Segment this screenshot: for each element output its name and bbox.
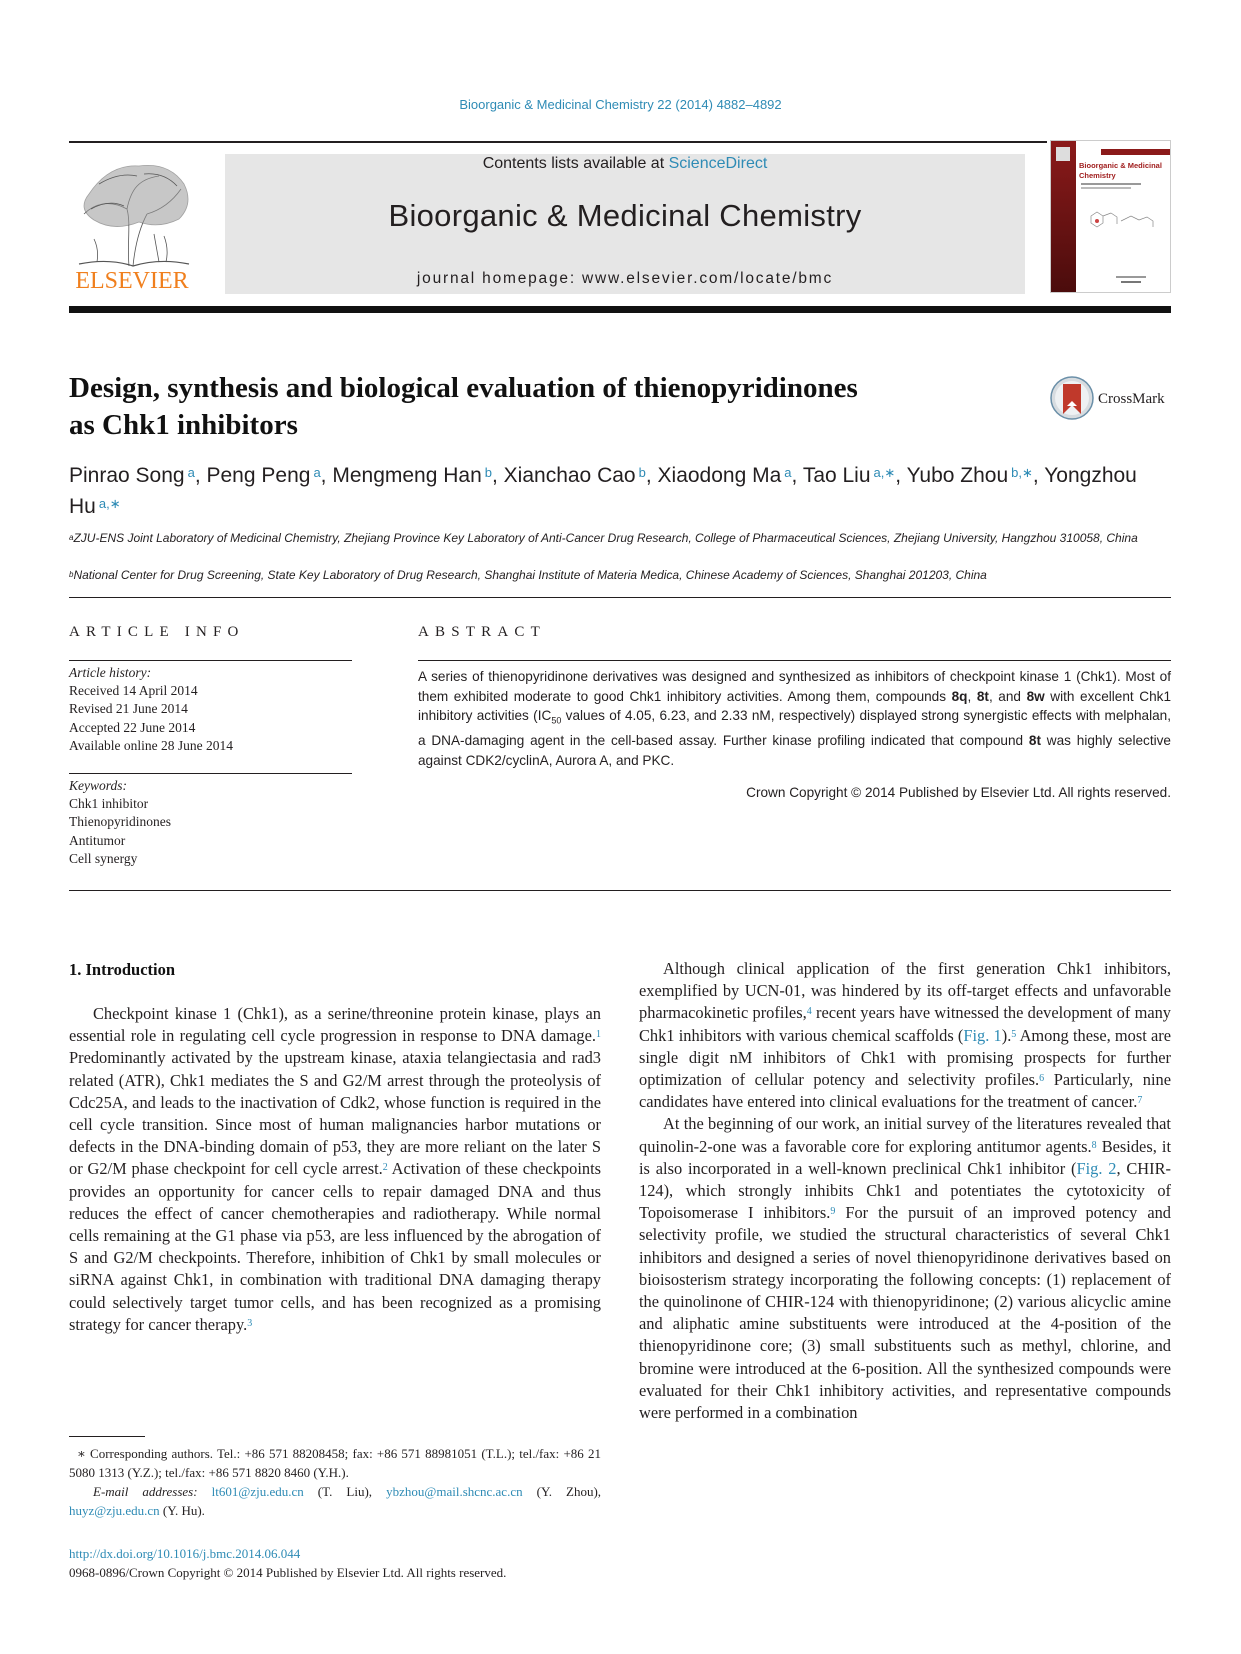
journal-cover-image	[1051, 141, 1171, 293]
header-thick-rule	[69, 306, 1171, 313]
history-revised: Revised 21 June 2014	[69, 701, 188, 717]
article-history-label: Article history:	[69, 665, 152, 680]
article-history	[69, 664, 352, 755]
citation-link[interactable]: 3	[247, 1317, 253, 1329]
affiliation-rule	[69, 597, 1171, 598]
keyword: Antitumor	[69, 832, 126, 848]
crossmark-label: CrossMark	[1098, 391, 1165, 407]
journal-homepage[interactable]: journal homepage: www.elsevier.com/locate/bmc	[416, 270, 834, 287]
email-link-liu[interactable]: lt601@zju.edu.cn	[211, 1484, 304, 1499]
journal-reference[interactable]: Bioorganic & Medicinal Chemistry 22 (2014) 4882–4892	[459, 97, 782, 112]
author[interactable]: Xiaodong Ma $^a$	[657, 464, 792, 487]
email-link-hu[interactable]: huyz@zju.edu.cn	[69, 1503, 160, 1518]
citation-link[interactable]: 1	[596, 1029, 601, 1041]
svg-text:ELSEVIER: ELSEVIER	[75, 268, 189, 294]
keywords-label: Keywords:	[69, 778, 127, 793]
svg-text:Bioorganic & Medicinal: Bioorganic & Medicinal	[1079, 161, 1162, 170]
citation-link[interactable]: 7	[1137, 1095, 1143, 1107]
right-column	[639, 958, 1171, 1424]
paragraph: Checkpoint kinase 1 (Chk1), as a serine/threonine protein kinase, plays an essential role in regulating cell cycle progression in response to DNA damage.$^1$ Predominantly activated by the upstream kinase, ataxia telangiectasia and rad3 related (ATR), Chk1 mediates the S and G2/M arrest through the proteolysis of Cdc25A, and leads to the inactivation of Cdk2, whose function is required in the cell cycle transition. Since most of human malignancies harbor mutations or defects in the DNA-binding domain of p53, they are more reliant on the later S or G2/M phase checkpoint for cell cycle arrest.$^2$ Activation of these checkpoints provides an opportunity for cancer cells to repair damaged DNA and thus reduces the effect of cancer chemotherapies and radiotherapy. While normal cells remaining at the G1 phase via p53, are less influenced by the abrogation of S and G2/M checkpoints. Therefore, inhibition of Chk1 by small molecules or siRNA against Chk1, in combination with traditional DNA damaging therapy could selectively target tumor cells, and has been recognized as a promising strategy for cancer therapy.$^3$	[69, 1004, 601, 1334]
paragraph: Although clinical application of the first generation Chk1 inhibitors, exemplified by UCN-01, was hindered by its off-target effects and unfavorable pharmacokinetic profiles,$^4$ recent years have witnessed the development of many Chk1 inhibitors with various chemical scaffolds (Fig. 1).$^5$ Among these, most are single digit nM inhibitors of Chk1 with promising prospects for further optimization of cellular potency and selectivity profiles.$^6$ Particularly, nine candidates have entered into clinical evaluations for the treatment of cancer.$^7$	[639, 959, 1171, 1112]
abstract-copyright: Crown Copyright © 2014 Published by Elsevier Ltd. All rights reserved.	[746, 785, 1171, 800]
abstract-end-rule	[69, 890, 1171, 891]
doi-block	[69, 1544, 506, 1582]
citation-link[interactable]: 8	[1091, 1139, 1097, 1151]
citation-link[interactable]: 5	[1011, 1028, 1017, 1040]
affiliation-b: $^b$National Center for Drug Screening, State Key Laboratory of Drug Research, Shanghai Institute of Materia Medica, Chinese Academy of Sciences, Shanghai 201203, China	[69, 568, 987, 582]
footnote-rule	[69, 1436, 145, 1437]
crossmark-button[interactable]	[1050, 376, 1175, 424]
abstract-heading: ABSTRACT	[418, 624, 546, 640]
history-received: Received 14 April 2014	[69, 683, 198, 699]
article-info-heading: ARTICLE INFO	[69, 624, 245, 640]
author[interactable]: Yubo Zhou $^{b,∗}$	[906, 464, 1033, 487]
author-list: Pinrao Song $^a$, Peng Peng $^a$, Mengmeng Han $^b$, Xianchao Cao $^b$, Xiaodong Ma $^a$, Tao Liu $^{a,∗}$, Yubo Zhou $^{b,∗}$, Yongzhou Hu $^{a,∗}$	[69, 464, 1137, 518]
history-accepted: Accepted 22 June 2014	[69, 719, 196, 735]
email-link-zhou[interactable]: ybzhou@mail.shcnc.ac.cn	[386, 1484, 523, 1499]
svg-text:Chemistry: Chemistry	[1079, 171, 1116, 180]
figure-1-link[interactable]: Fig. 1	[963, 1025, 1002, 1045]
issn-line: 0968-0896/Crown Copyright © 2014 Published by Elsevier Ltd. All rights reserved.	[69, 1565, 507, 1580]
doi-link[interactable]: http://dx.doi.org/10.1016/j.bmc.2014.06.044	[69, 1546, 301, 1561]
abstract-text: A series of thienopyridinone derivatives was designed and synthesized as inhibitors of checkpoint kinase 1 (Chk1). Most of them exhibited moderate to good Chk1 inhibitory activities. Among them, compounds 8q, 8t, and 8w with excellent Chk1 inhibitory activities ($IC_{50}$ values of 4.05, 6.23, and 2.33 nM, respectively) displayed strong synergistic effects with melphalan, a DNA-damaging agent in the cell-based assay. Further kinase profiling indicated that compound 8t was highly selective against CDK2/cyclinA, Aurora A, and PKC.	[418, 669, 1172, 768]
author[interactable]: Tao Liu $^{a,∗}$	[802, 464, 896, 487]
affiliation-a: $^a$ZJU-ENS Joint Laboratory of Medicinal Chemistry, Zhejiang Province Key Laboratory of Anti-Cancer Drug Research, College of Pharmaceutical Sciences, Zhejiang University, Hangzhou 310058, China	[69, 531, 1138, 545]
citation-link[interactable]: 4	[806, 1006, 812, 1018]
sciencedirect-link[interactable]: ScienceDirect	[668, 155, 768, 172]
journal-banner	[225, 154, 1025, 294]
paragraph: At the beginning of our work, an initial survey of the literatures revealed that quinolin-2-one was a favorable core for exploring antitumor agents.$^8$ Besides, it is also incorporated in a well-known preclinical Chk1 inhibitor (Fig. 2, CHIR-124), which strongly inhibits Chk1 and potentiates the cytotoxicity of Topoisomerase I inhibitors.$^9$ For the pursuit of an improved potency and selectivity profile, we studied the structural characteristics of several Chk1 inhibitors and designed a series of novel thienopyridinone derivatives based on bioisosterism strategy incorporating the following concepts: (1) replacement of the quinolinone of CHIR-124 with thienopyridinone; (2) various alicyclic amine and aliphatic amine substituents were introduced at the 4-position of the thienopyridinone core; (3) small substituents such as methyl, chlorine, and bromine were introduced at the 6-position. All the synthesized compounds were evaluated for their Chk1 inhibitory activities, and representative compounds were performed in a combination	[639, 1114, 1171, 1423]
journal-title: Bioorganic & Medicinal Chemistry	[388, 198, 862, 233]
history-online: Available online 28 June 2014	[69, 737, 233, 753]
figure-2-link[interactable]: Fig. 2	[1076, 1158, 1117, 1178]
crossmark-icon	[1050, 376, 1094, 420]
contents-line: Contents lists available at ScienceDirect	[482, 155, 768, 172]
corresponding-author-footnote: ∗ Corresponding authors. Tel.: +86 571 88208458; fax: +86 571 88981051 (T.L.); tel./fax: +86 21 5080 1313 (Y.Z.); tel./fax: +86 571 8820 8460 (Y.H.). E-mail addresses: lt601@zju.edu.cn (T. Liu), ybzhou@mail.shcnc.ac.cn (Y. Zhou), huyz@zju.edu.cn (Y. Hu).	[69, 1446, 602, 1518]
elsevier-logo	[69, 154, 196, 294]
author[interactable]: Xianchao Cao $^b$	[503, 464, 646, 487]
keyword: Cell synergy	[69, 850, 138, 866]
author[interactable]: Peng Peng $^a$	[206, 464, 321, 487]
author[interactable]: Yongzhou Hu $^{a,∗}$	[69, 464, 1137, 518]
keywords	[69, 777, 352, 868]
keyword: Chk1 inhibitor	[69, 796, 149, 812]
section-heading-introduction: 1. Introduction	[69, 960, 176, 979]
journal-cover-thumbnail[interactable]	[1050, 140, 1171, 293]
keyword: Thienopyridinones	[69, 814, 171, 830]
author[interactable]: Mengmeng Han $^b$	[332, 464, 492, 487]
keywords-rule	[69, 773, 352, 774]
abstract-rule	[418, 660, 1171, 661]
citation-link[interactable]: 6	[1039, 1073, 1045, 1085]
citation-link[interactable]: 9	[830, 1206, 836, 1218]
left-column	[69, 1003, 601, 1336]
author[interactable]: Pinrao Song $^a$	[69, 464, 195, 487]
header-rule	[69, 141, 1047, 143]
article-title: Design, synthesis and biological evaluation of thienopyridinones as Chk1 inhibitors	[69, 372, 858, 441]
elsevier-tree-icon	[69, 154, 196, 294]
citation-link[interactable]: 2	[382, 1162, 388, 1174]
article-info-rule	[69, 660, 352, 661]
